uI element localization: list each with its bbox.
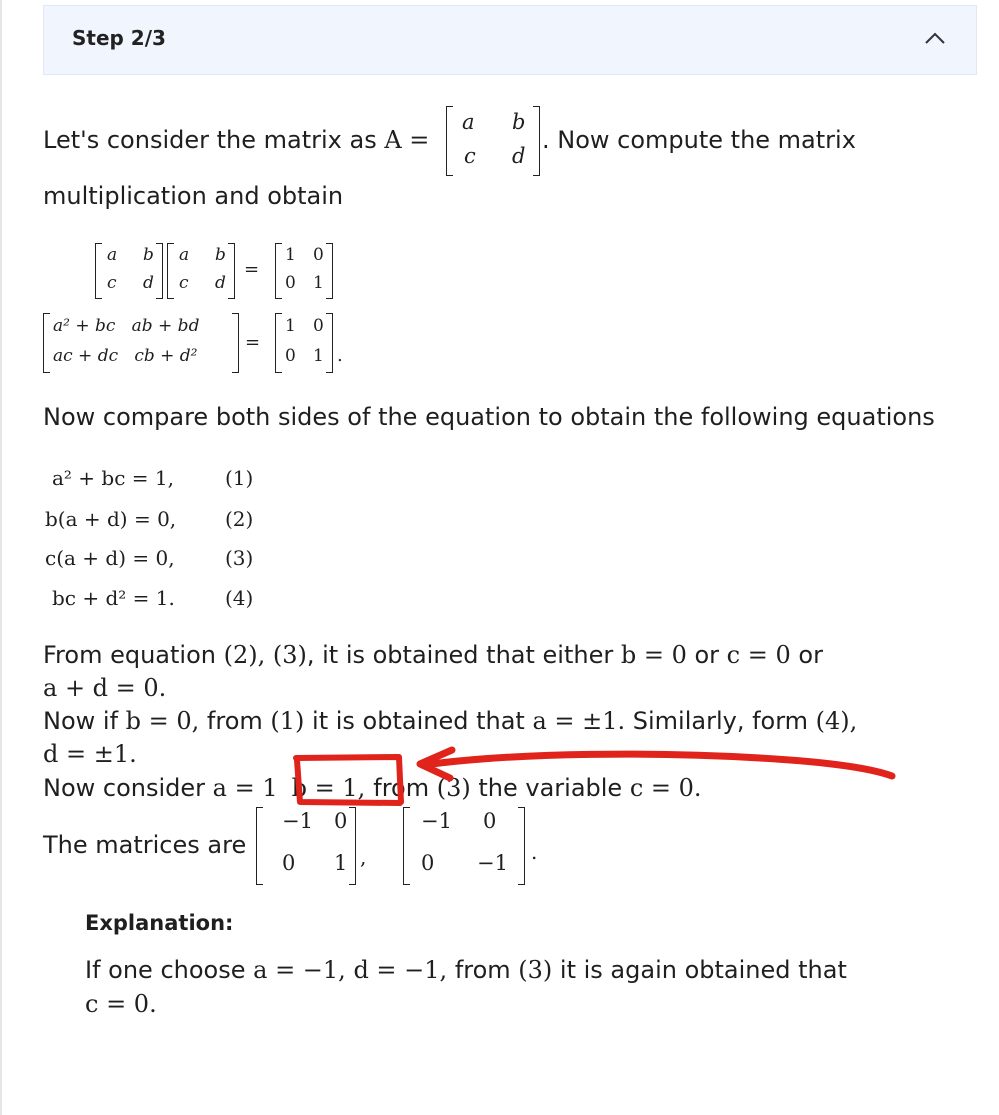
equation-3-tag: (3) — [225, 546, 254, 570]
matrix-cell: 0 — [334, 809, 348, 833]
matrix-cell: c — [179, 273, 189, 293]
matrix-cell: 1 — [285, 316, 296, 336]
text-span: or — [790, 641, 823, 669]
matrix-cell: 0 — [285, 346, 296, 366]
math-span: a = −1, d = −1, — [253, 956, 448, 984]
math-span: (4), — [815, 707, 858, 735]
matrix-cell: −1 — [477, 851, 508, 875]
compare-text: Now compare both sides of the equation to obtain the following equations — [43, 403, 935, 431]
matrix-cell: −1 — [282, 809, 313, 833]
text-span: the variable — [470, 774, 630, 802]
matrix-cell: 0 — [421, 851, 435, 875]
math-span: (1) — [270, 707, 305, 735]
matrix-cell: 0 — [282, 851, 296, 875]
equation-3-expr: c(a + d) = 0, — [45, 546, 175, 570]
text-span: from — [199, 707, 271, 735]
intro-line-2: multiplication and obtain — [43, 182, 344, 210]
matrices-label: The matrices are — [43, 831, 247, 859]
matrix-A-cell: b — [512, 110, 526, 134]
intro-math: A = — [384, 126, 430, 154]
equation-4-tag: (4) — [225, 586, 254, 610]
matrix-A-cell: a — [462, 110, 475, 134]
equation-1-tag: (1) — [225, 466, 254, 490]
matrix-cell: 1 — [313, 273, 324, 293]
matrix-cell: c — [107, 273, 117, 293]
explanation-line-2: c = 0. — [85, 990, 157, 1018]
red-arrow-shaft — [424, 754, 892, 776]
product-dot: . — [337, 345, 343, 366]
matrix-cell: 1 — [313, 346, 324, 366]
matrix-cell: d — [215, 273, 226, 293]
equation-4-expr: bc + d² = 1. — [52, 586, 175, 610]
matrix-cell: 0 — [313, 316, 324, 336]
highlighted-math: b = 1, — [291, 774, 366, 802]
equation-2-tag: (2) — [225, 507, 254, 531]
text-span: or — [686, 641, 727, 669]
text-span: Now if — [43, 707, 126, 735]
matrix-cell: 0 — [313, 245, 324, 265]
explanation-title: Explanation: — [85, 911, 234, 935]
product-eq-2: = — [245, 332, 261, 353]
math-span: a = ±1. — [532, 707, 626, 735]
equation-2-expr: b(a + d) = 0, — [45, 507, 177, 531]
matrix-cell: b — [143, 245, 154, 265]
matrix-cell: 0 — [285, 273, 296, 293]
text-span: from — [447, 956, 519, 984]
text-span: it is obtained that — [304, 707, 533, 735]
text-span: from — [373, 774, 437, 802]
matrix-row: ac + dc cb + d² — [53, 346, 198, 366]
red-highlight-box — [296, 757, 401, 803]
math-span: (2), (3) — [223, 641, 307, 669]
text-span: From equation — [43, 641, 224, 669]
matrix-cell: a — [179, 245, 190, 265]
text-span: If one choose — [85, 956, 254, 984]
matrix-cell: b — [215, 245, 226, 265]
math-span: a = 1 — [212, 774, 278, 802]
text-span: Now consider — [43, 774, 213, 802]
matrices-dot: . — [531, 840, 538, 864]
text-span: , it is obtained that either — [306, 641, 621, 669]
matrix-A-cell: d — [512, 144, 526, 168]
intro-after: . Now compute the matrix — [542, 126, 856, 154]
matrix-cell: a — [107, 245, 118, 265]
matrix-cell: d — [143, 273, 154, 293]
math-span: b = 0, — [125, 707, 200, 735]
analysis-line-4: d = ±1. — [43, 740, 137, 768]
text-span: it is again obtained that — [552, 956, 847, 984]
equation-1-expr: a² + bc = 1, — [52, 466, 174, 490]
analysis-line-2: a + d = 0. — [43, 674, 167, 702]
step-title: Step 2/3 — [72, 26, 166, 50]
text-span: Similarly, form — [625, 707, 816, 735]
math-span: c = 0. — [629, 774, 702, 802]
math-span: (3) — [518, 956, 553, 984]
matrix-cell: 1 — [334, 851, 348, 875]
matrix-row: a² + bc ab + bd — [53, 316, 200, 336]
matrix-cell: 0 — [483, 809, 497, 833]
matrix-cell: 1 — [285, 245, 296, 265]
math-span: b = 0 — [620, 641, 687, 669]
intro-text: Let's consider the matrix as — [43, 126, 385, 154]
product-eq-1: = — [244, 259, 260, 280]
matrix-A-cell: c — [464, 144, 476, 168]
math-span: (3) — [436, 774, 471, 802]
math-span: c = 0 — [726, 641, 791, 669]
matrices-comma: , — [360, 845, 367, 869]
matrix-cell: −1 — [421, 809, 452, 833]
